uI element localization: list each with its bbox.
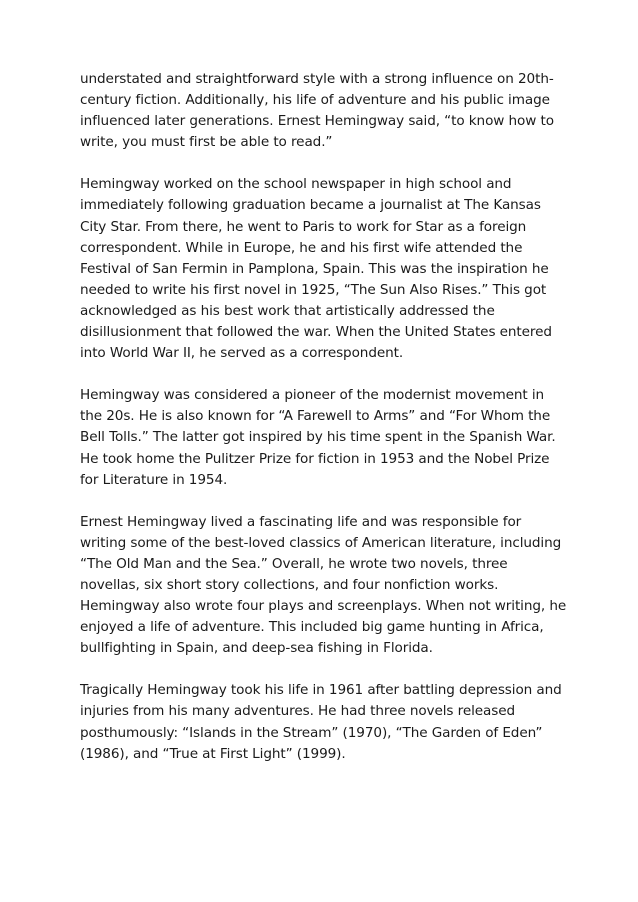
paragraph-works-and-adventure: Ernest Hemingway lived a fascinating life and was responsible for writing some of the best-loved classics of American literature, including “The Old Man and the Sea.” Overall, he wrote two novels, three novellas, six short story collections, and four nonfiction works. Hemingway also wrote four plays and screenplays. When not writing, he enjoyed a life of adventure. This included big game hunting in Africa, bullfighting in Spain, and deep-sea fishing in Florida.	[80, 513, 567, 657]
paragraph-death-and-posthumous: Tragically Hemingway took his life in 1961 after battling depression and injuries from his many adventures. He had three novels released posthumously: “Islands in the Stream” (1970), “The Garden of Eden” (1986), and “True at First Light” (1999).	[80, 682, 562, 762]
paragraph-modernist-pioneer: Hemingway was considered a pioneer of the modernist movement in the 20s. He is also known for “A Farewell to Arms” and “For Whom the Bell Tolls.” The latter got inspired by his time spent in the Spanish War. He took home the Pulitzer Prize for fiction in 1953 and the Nobel Prize for Literature in 1954.	[80, 387, 556, 488]
paragraph-journalism-career: Hemingway worked on the school newspaper in high school and immediately following graduation became a journalist at The Kansas City Star. From there, he went to Paris to work for Star as a foreign correspondent. While in Europe, he and his first wife attended the Festival of San Fermin in Pamplona, Spain. This was the inspiration he needed to write his first novel in 1925, “The Sun Also Rises.” This got acknowledged as his best work that artistically addressed the disillusionment that followed the war. When the United States entered into World War II, he served as a correspondent.	[80, 176, 552, 362]
paragraph-style-influence: understated and straightforward style with a strong influence on 20th-century fiction. Additionally, his life of adventure and his public image influenced later generations. Ernest Hemingway said, “to know how to write, you must first be able to read.”	[80, 71, 554, 151]
document-body	[80, 69, 570, 765]
